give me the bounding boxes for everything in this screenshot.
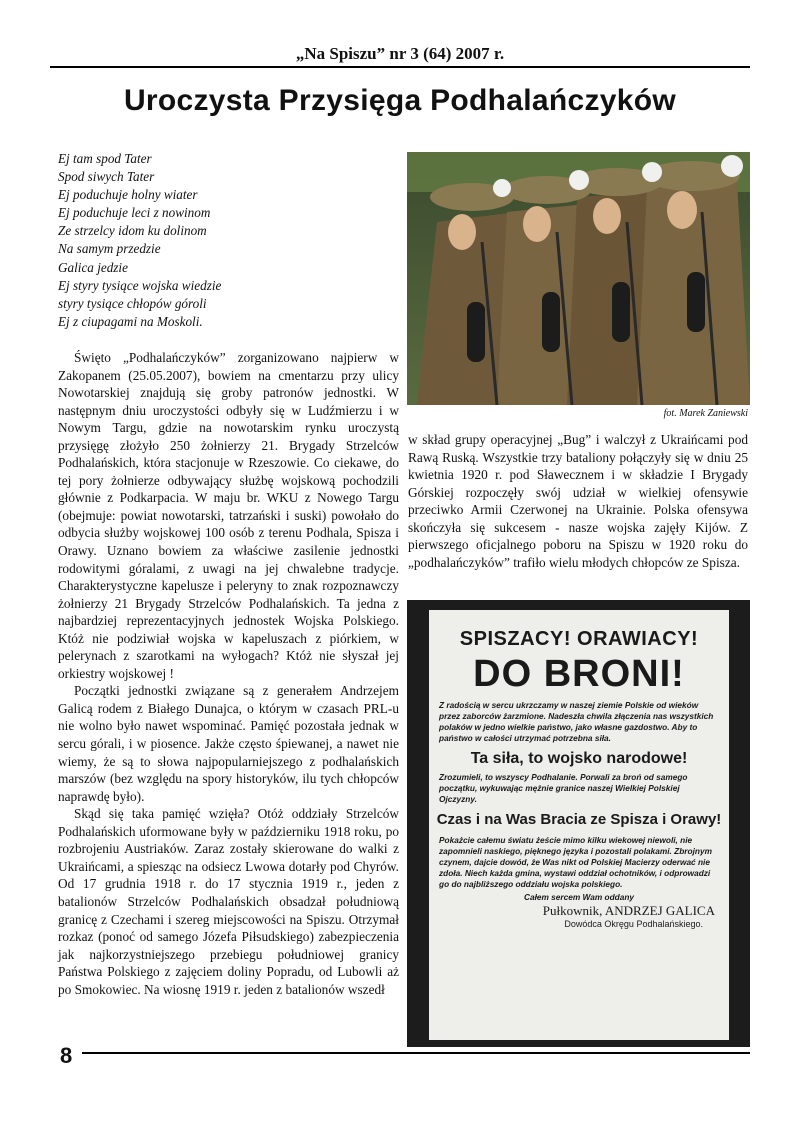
poster-headline: SPISZACY! ORAWIACY!: [459, 628, 699, 650]
poem-line: Galica jedzie: [58, 259, 128, 275]
poster-paragraph: Zrozumieli, to wszyscy Podhalanie. Porwali za broń od samego początku, wykuwając mężnie granice naszej Wielkiej Polskiej Ojczyzny.: [439, 772, 688, 804]
poster-signature: Pułkownik, ANDRZEJ GALICA: [542, 903, 715, 918]
poem-line: Na samym przedzie: [58, 241, 161, 257]
running-head: „Na Spiszu” nr 3 (64) 2007 r.: [295, 44, 505, 63]
page-number: 8: [60, 1043, 73, 1068]
left-column: [58, 349, 399, 998]
poem-line: Ej z ciupagami na Moskoli.: [58, 313, 203, 329]
soldiers-photo-illustration: [407, 152, 750, 405]
poster-call: Czas i na Was Bracia ze Spisza i Orawy!: [436, 811, 722, 828]
poster-closing: Całem sercem Wam oddany: [523, 892, 635, 902]
poster-sheet: [429, 610, 729, 1040]
poem-line: Ej poduchuje holny wiater: [58, 187, 198, 203]
poem-line: Ej styry tysiące wojska wiedzie: [58, 277, 222, 293]
soldiers-photo: [407, 152, 750, 405]
poster-paragraph: Z radością w sercu ukrzczamy w naszej ziemie Polskie od wieków przez zaborców żarzmione. Nadeszła chwila złączenia nas wszystkich polaków w jedno wielkie państwo, jako własne gazdostwo. Aby to państwo w całości utrzymać potrzebna siła.: [439, 700, 714, 743]
right-column: [408, 431, 748, 571]
poster-headline-main: DO BRONI!: [473, 653, 685, 695]
article-title: Uroczysta Przysięga Podhalańczyków: [123, 84, 677, 117]
photo-caption: fot. Marek Zaniewski: [663, 408, 748, 419]
paragraph: Skąd się taka pamięć wzięła? Otóż oddziały Strzelców Podhalańskich uformowane były w październiku 1918 roku, po rozbrojeniu Austriaków. Zaraz zostały skierowane do walki z Ukraińcami, a spiesząc na odsiecz Lwowa dotarły pod Chyrów. Od 17 grudnia 1918 r. do 17 stycznia 1919 r., jeden z batalionów Strzelców Podhalańskich obsadzał południową granicę z Czechami i szereg miejscowości na Spiszu. Otrzymał rozkaz (ponoć od samego Józefa Piłsudskiego) zabezpieczenia jak najkorzystniejszego przebiegu południowej granicy Państwa Polskiego z zajęciem doliny Popradu, od Lubowli aż po Smokowiec. Na wiosnę 1919 r. jeden z batalionów wszedł: [58, 806, 399, 997]
footer-rule: [82, 1052, 750, 1054]
poster-photo: [407, 600, 750, 1047]
poem-line: styry tysiące chłopów góroli: [58, 295, 207, 311]
paragraph: Święto „Podhalańczyków” zorganizowano najpierw w Zakopanem (25.05.2007), bowiem na cmentarzu przy ulicy Nowotarskiej znajdują się groby patronów jednostki. W następnym dniu uroczystości odbyły się w Ludźmierzu i w Nowym Targu, gdzie na nowotarskim rynku uroczystą przysięgę złożyło 250 żołnierzy 21. Brygady Strzelców Podhalańskich, która stacjonuje w Rzeszowie. Co ciekawe, do tej pory żołnierze odbywający służbę wojskową pochodzili głównie z Podkarpacia. W maju br. WKU z Nowego Targu (obejmuje: powiat nowotarski, tatrzański i suski) powołało do odbycia służby wojskowej 100 osób z terenu Podhala, Spisza i Orawy. Uznano bowiem za właściwe zasilenie jednostki rodowitymi góralami, z uwagi na jej chwalebne tradycje. Charakterystyczne kapelusze i peleryny to znak rozpoznawczy żołnierzy 21 Brygady Strzelców Podhalańskich. Ta jedna z najbardziej reprezentacyjnych jednostek Wojska Polskiego. Któż nie podziwiał wojska w kapeluszach z piórkiem, w pelerynach z szarotkami na wyłogach? Któż nie słyszał jej orkiestry wojskowej !: [58, 350, 399, 681]
header-rule: [50, 66, 750, 68]
poster-slogan: Ta siła, to wojsko narodowe!: [470, 750, 688, 767]
poem-line: Ze strzelcy idom ku dolinom: [58, 223, 207, 239]
paragraph: w skład grupy operacyjnej „Bug” i walczył z Ukraińcami pod Rawą Ruską. Wszystkie trzy bataliony połączyły się w dniu 25 kwietnia 1920 r. pod Sławecznem i w składzie I Brygady Górskiej rozpoczęły swój udział w wielkiej ofensywie przeciwko Armii Czerwonej na Ukrainie. Polska ofensywa skończyła się sukcesem - nasze wojska zajęły Kijów. Z pierwszego oficjalnego poboru na Spiszu w 1920 roku do „podhalańczyków” trafiło wielu młodych chłopców ze Spisza.: [408, 432, 748, 570]
poem-line: Spod siwych Tater: [58, 169, 155, 185]
poem-line: Ej tam spod Tater: [58, 151, 152, 166]
poster-signature-title: Dowódca Okręgu Podhalańskiego.: [564, 919, 703, 929]
paragraph: Początki jednostki związane są z generałem Andrzejem Galicą rodem z Białego Dunajca, o którym w czasach PRL-u nie wolno było nawet wspominać. Pamięć pozostała jednak w sercu górali, i w piosence. Jakże często śpiewanej, a nawet nie wiemy, że są to słowa najpopularniejszego z podhalańskich marszów (bez względu na spory historyków, ilu tych chłopców naprawdę było).: [58, 683, 399, 804]
poster-paragraph: Pokażcie całemu światu żeście mimo kilku wiekowej niewoli, nie zapomnieli naskiego, pięknego języka i pozostali polakami. Zbrojnym czynem, dajcie dowód, że Was nikt od Polskiej Macierzy oderwać nie zdoła. Niech każda gmina, wystawi oddział ochotników, i odprowadzi go do najbliższego oddziału wojska polskiego.: [439, 835, 712, 889]
poem: [58, 150, 388, 331]
poem-line: Ej poduchuje leci z nowinom: [58, 205, 211, 221]
